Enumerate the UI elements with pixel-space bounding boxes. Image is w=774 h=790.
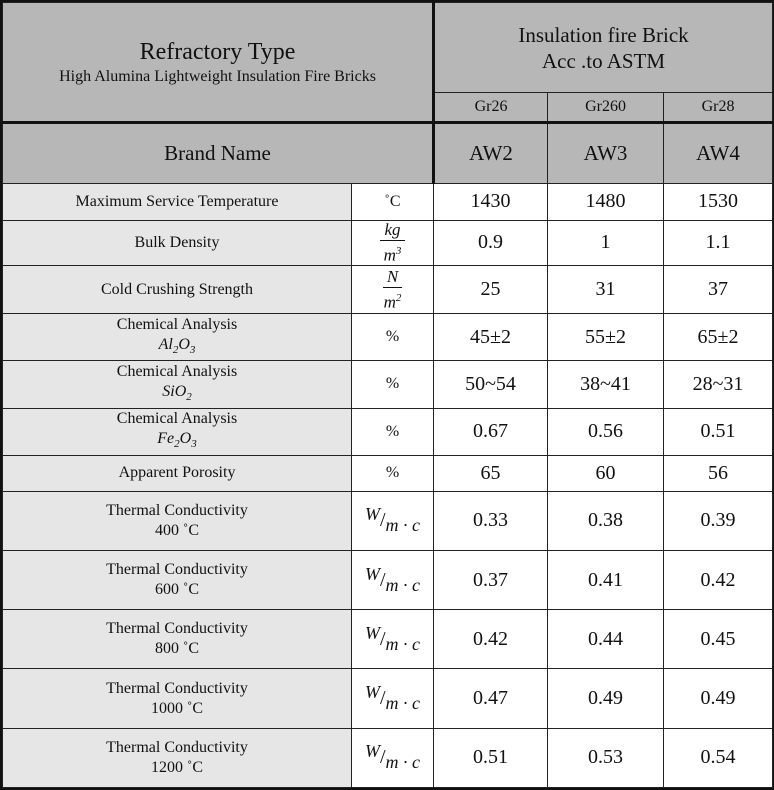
value-cell: 0.51 <box>434 728 548 787</box>
unit-cell <box>352 314 434 361</box>
property-condition: 400 ˚C <box>155 521 199 539</box>
unit-text: % <box>385 375 400 393</box>
property-label <box>3 728 352 787</box>
unit-slash: / <box>379 568 386 591</box>
unit-slash: / <box>379 509 386 532</box>
unit-cell <box>352 728 434 787</box>
property-name: Apparent Porosity <box>118 464 236 482</box>
brand-name-label: Brand Name <box>3 123 434 183</box>
property-label <box>3 551 352 610</box>
property-name: Bulk Density <box>134 233 220 251</box>
value-cell: 0.37 <box>434 551 548 610</box>
unit-denominator <box>384 288 402 312</box>
value-cell: 45±2 <box>434 314 548 361</box>
formula-subscript: 2 <box>186 391 192 403</box>
value-cell: 1530 <box>664 183 773 220</box>
property-name: Thermal Conductivity <box>106 620 248 638</box>
value-cell: 0.56 <box>548 408 664 455</box>
unit-mc: m · c <box>385 515 421 536</box>
value-cell: 0.67 <box>434 408 548 455</box>
unit-cell <box>352 491 434 550</box>
chemical-formula <box>3 335 351 360</box>
property-label <box>3 610 352 669</box>
value-cell: 0.9 <box>434 220 548 265</box>
unit-den-exp: 3 <box>395 245 402 258</box>
value-cell: 0.33 <box>434 491 548 550</box>
unit-w: W <box>364 682 380 703</box>
unit-denominator <box>384 241 402 265</box>
insulation-line1: Insulation fire Brick <box>518 22 689 47</box>
property-name: Chemical Analysis <box>116 362 238 380</box>
refractory-type-title: Refractory Type <box>139 39 296 66</box>
unit-w: W <box>364 504 380 525</box>
brand-cell: AW3 <box>548 123 664 183</box>
unit-wmc <box>364 504 421 536</box>
unit-text: ˚C <box>384 192 401 210</box>
property-label <box>3 183 352 220</box>
property-label <box>3 491 352 550</box>
value-cell: 0.51 <box>664 408 773 455</box>
value-cell: 37 <box>664 265 773 313</box>
value-cell: 0.49 <box>664 669 773 728</box>
property-name: Cold Crushing Strength <box>100 280 253 298</box>
value-cell: 0.53 <box>548 728 664 787</box>
unit-wmc <box>364 563 421 595</box>
formula-part: O <box>178 335 190 353</box>
unit-cell <box>352 455 434 491</box>
property-condition: 800 ˚C <box>155 640 199 658</box>
formula-part: SiO <box>162 382 187 400</box>
unit-text: % <box>385 422 400 440</box>
unit-mc: m · c <box>385 693 421 714</box>
property-name: Thermal Conductivity <box>106 738 248 756</box>
value-cell: 56 <box>664 455 773 491</box>
unit-cell <box>352 361 434 408</box>
unit-slash: / <box>379 627 386 650</box>
value-cell: 65±2 <box>664 314 773 361</box>
unit-w: W <box>364 563 380 584</box>
value-cell: 0.42 <box>664 551 773 610</box>
chemical-formula <box>3 429 351 454</box>
property-name: Thermal Conductivity <box>106 501 248 519</box>
value-cell: 50~54 <box>434 361 548 408</box>
value-cell: 0.42 <box>434 610 548 669</box>
unit-wmc <box>364 682 421 714</box>
unit-numerator: kg <box>380 221 404 241</box>
value-cell: 0.49 <box>548 669 664 728</box>
unit-w: W <box>364 622 380 643</box>
value-cell: 1480 <box>548 183 664 220</box>
property-label <box>3 314 352 361</box>
property-condition: 1200 ˚C <box>151 758 203 776</box>
unit-cell <box>352 551 434 610</box>
property-label <box>3 408 352 455</box>
value-cell: 1 <box>548 220 664 265</box>
property-name: Maximum Service Temperature <box>75 192 279 210</box>
unit-mc: m · c <box>385 752 421 773</box>
property-name: Chemical Analysis <box>116 315 238 333</box>
unit-cell <box>352 408 434 455</box>
value-cell: 0.45 <box>664 610 773 669</box>
value-cell: 0.41 <box>548 551 664 610</box>
property-label <box>3 669 352 728</box>
value-cell: 0.47 <box>434 669 548 728</box>
property-label <box>3 361 352 408</box>
formula-part: O <box>179 429 192 447</box>
unit-den-exp: 2 <box>395 291 402 304</box>
value-cell: 0.39 <box>664 491 773 550</box>
refractory-type-header <box>3 3 434 123</box>
unit-wmc <box>364 622 421 654</box>
value-cell: 28~31 <box>664 361 773 408</box>
grade-cell: Gr28 <box>664 93 773 123</box>
property-name: Chemical Analysis <box>116 409 238 427</box>
property-label <box>3 220 352 265</box>
unit-cell <box>352 220 434 265</box>
unit-wmc <box>364 741 421 773</box>
property-label <box>3 455 352 491</box>
property-name: Thermal Conductivity <box>106 561 248 579</box>
value-cell: 31 <box>548 265 664 313</box>
formula-subscript: 3 <box>189 343 196 356</box>
unit-mc: m · c <box>385 633 421 654</box>
value-cell: 65 <box>434 455 548 491</box>
unit-text: % <box>385 464 400 482</box>
grade-cell: Gr26 <box>434 93 548 123</box>
unit-cell <box>352 669 434 728</box>
refractory-spec-table <box>2 2 773 788</box>
insulation-line2: Acc .to ASTM <box>541 48 666 73</box>
unit-fraction <box>380 221 404 265</box>
formula-part: Al <box>158 335 173 353</box>
unit-numerator: N <box>383 268 402 288</box>
property-condition: 1000 ˚C <box>151 699 203 717</box>
chemical-formula <box>3 382 351 407</box>
value-cell: 60 <box>548 455 664 491</box>
unit-mc: m · c <box>385 574 421 595</box>
unit-cell <box>352 265 434 313</box>
formula-subscript: 2 <box>172 343 179 356</box>
formula-subscript: 2 <box>174 438 180 451</box>
property-condition: 600 ˚C <box>155 581 199 599</box>
value-cell: 0.44 <box>548 610 664 669</box>
formula-part: Fe <box>157 429 175 447</box>
unit-den-base: m <box>383 292 396 312</box>
grade-cell: Gr260 <box>548 93 664 123</box>
unit-w: W <box>364 741 380 762</box>
unit-cell <box>352 610 434 669</box>
refractory-type-subtitle: High Alumina Lightweight Insulation Fire Bricks <box>59 68 376 86</box>
property-name: Thermal Conductivity <box>106 679 248 697</box>
value-cell: 55±2 <box>548 314 664 361</box>
brand-cell: AW4 <box>664 123 773 183</box>
value-cell: 0.54 <box>664 728 773 787</box>
insulation-header <box>434 3 773 93</box>
value-cell: 1.1 <box>664 220 773 265</box>
brand-cell: AW2 <box>434 123 548 183</box>
value-cell: 25 <box>434 265 548 313</box>
value-cell: 38~41 <box>548 361 664 408</box>
property-label <box>3 265 352 313</box>
unit-cell <box>352 183 434 220</box>
unit-text: % <box>385 328 400 346</box>
unit-slash: / <box>379 687 386 710</box>
unit-fraction <box>383 268 402 312</box>
unit-slash: / <box>379 746 386 769</box>
value-cell: 1430 <box>434 183 548 220</box>
value-cell: 0.38 <box>548 491 664 550</box>
unit-den-base: m <box>383 245 396 265</box>
formula-subscript: 3 <box>191 438 197 451</box>
